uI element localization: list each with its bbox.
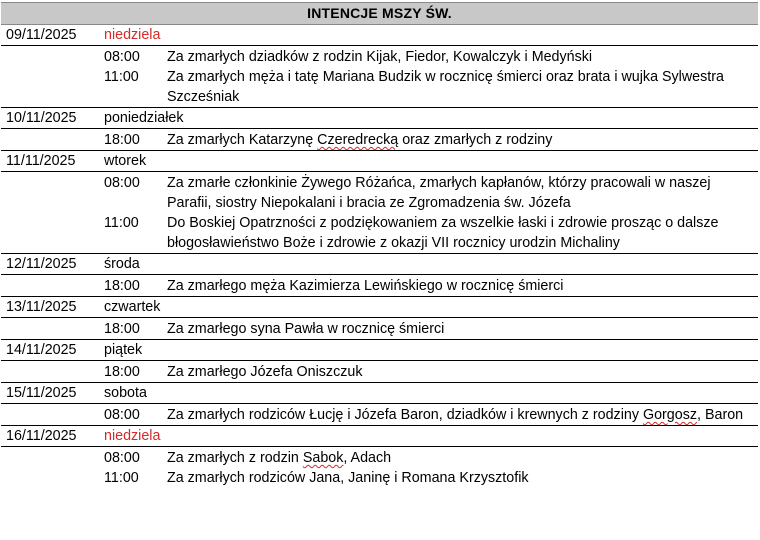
day-block [1,108,758,151]
day-name: czwartek [104,299,161,315]
day-date: 15/11/2025 [6,385,77,401]
mass-intention: Za zmarłego męża Kazimierza Lewińskiego w rocznicę śmierci [167,278,564,294]
mass-row [1,468,758,488]
day-name: poniedziałek [104,110,184,126]
mass-row [1,405,758,425]
day-date: 16/11/2025 [6,428,77,444]
mass-time: 11:00 [104,470,139,486]
day-name: wtorek [104,153,147,169]
mass-time: 08:00 [104,49,140,65]
mass-row [1,47,758,67]
day-date: 11/11/2025 [6,153,76,169]
mass-intention: Za zmarłych męża i tatę Mariana Budzik w rocznicę śmierci oraz brata i wujka Sylwestra Szcześniak [167,69,724,105]
mass-row [1,319,758,339]
day-name: piątek [104,342,143,358]
mass-intention: Za zmarłych dziadków z rodzin Kijak, Fiedor, Kowalczyk i Medyński [167,49,593,65]
day-header [1,383,758,403]
mass-list [1,403,758,426]
mass-time: 11:00 [104,215,139,231]
mass-row [1,276,758,296]
day-block [1,426,758,488]
mass-row [1,130,758,150]
mass-row [1,448,758,468]
mass-intention [167,130,758,150]
day-header [1,297,758,317]
day-header [1,25,758,45]
mass-list [1,446,758,488]
mass-intention: Za zmarłe członkinie Żywego Różańca, zmarłych kapłanów, którzy pracowali w naszej Parafii, siostry Niepokalani i bracia ze Zgromadzenia św. Józefa [167,175,711,211]
mass-list [1,128,758,151]
spellcheck-flagged-word: Sabok [302,450,344,466]
day-header [1,426,758,446]
day-name: niedziela [104,428,161,444]
day-header [1,340,758,360]
day-block [1,297,758,340]
spellcheck-flagged-word: Gorgosz [642,407,698,423]
intention-text: Za zmarłych rodziców Łucję i Józefa Baron, dziadków i krewnych z rodziny [167,407,643,423]
mass-list [1,360,758,383]
day-block [1,383,758,426]
intention-text: Za zmarłych z rodzin [167,450,303,466]
day-block [1,254,758,297]
day-date: 13/11/2025 [6,299,77,315]
day-block [1,25,758,108]
spellcheck-flagged-word: Czeredrecką [317,132,399,148]
page-title: INTENCJE MSZY ŚW. [1,2,758,25]
day-date: 14/11/2025 [6,342,77,358]
mass-time: 08:00 [104,175,140,191]
mass-intentions-sheet [1,2,758,488]
day-date: 10/11/2025 [6,110,77,126]
mass-time: 18:00 [104,364,140,380]
mass-time: 11:00 [104,69,139,85]
mass-intention: Za zmarłych rodziców Jana, Janinę i Romana Krzysztofik [167,470,529,486]
day-name: niedziela [104,27,161,43]
mass-intention [167,405,758,425]
mass-time: 08:00 [104,407,140,423]
mass-row [1,173,758,213]
day-header [1,254,758,274]
intention-text: , Baron [697,407,744,423]
mass-row [1,213,758,253]
day-date: 12/11/2025 [6,256,77,272]
mass-list [1,317,758,340]
mass-time: 18:00 [104,278,140,294]
day-header [1,108,758,128]
mass-time: 08:00 [104,450,140,466]
mass-time: 18:00 [104,321,140,337]
mass-list [1,45,758,108]
mass-list [1,171,758,254]
intention-text: oraz zmarłych z rodziny [398,132,553,148]
mass-intention [167,448,758,468]
day-name: środa [104,256,140,272]
intention-text: Za zmarłych Katarzynę [167,132,318,148]
mass-time: 18:00 [104,132,140,148]
intention-text: , Adach [343,450,392,466]
day-date: 09/11/2025 [6,27,77,43]
mass-row [1,362,758,382]
mass-intention: Za zmarłego syna Pawła w rocznicę śmierci [167,321,445,337]
day-name: sobota [104,385,147,401]
days-list [1,25,758,488]
day-block [1,151,758,254]
mass-row [1,67,758,107]
day-header [1,151,758,171]
mass-list [1,274,758,297]
mass-intention: Do Boskiej Opatrzności z podziękowaniem za wszelkie łaski i zdrowie prosząc o dalsze błogosławieństwo Boże i zdrowie z okazji VII rocznicy urodzin Michaliny [167,215,719,251]
day-block [1,340,758,383]
mass-intention: Za zmarłego Józefa Oniszczuk [167,364,363,380]
